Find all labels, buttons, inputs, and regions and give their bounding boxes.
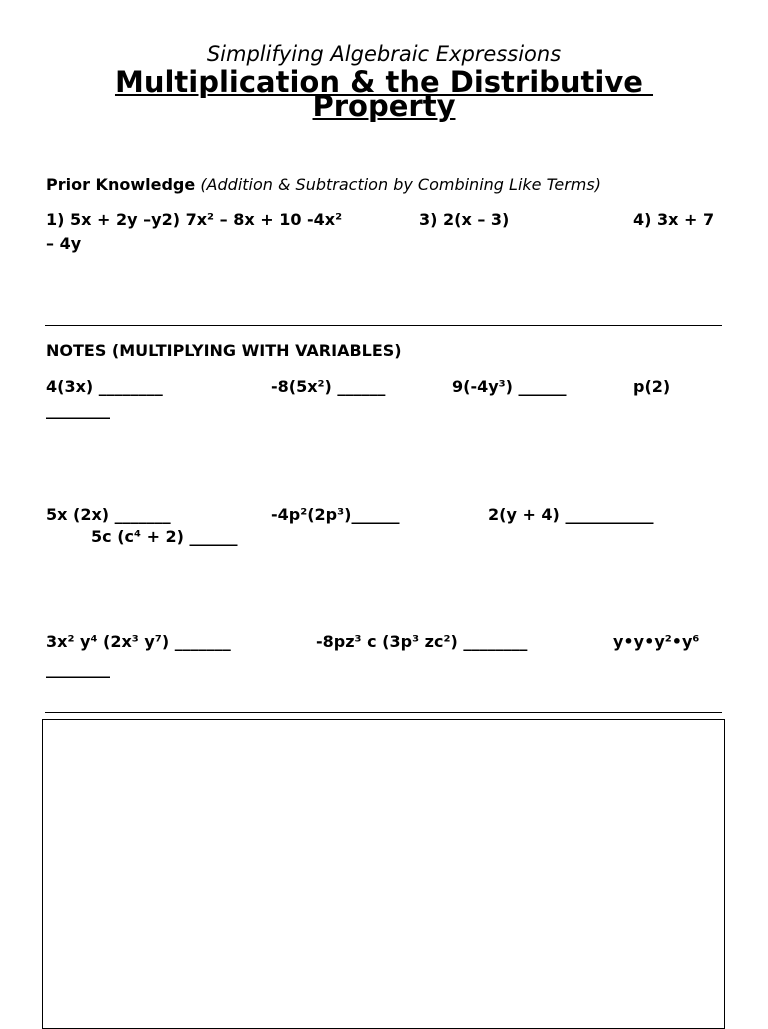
notes-problem: -4p²(2p³)______: [271, 505, 400, 524]
notes-problem: 9(-4y³) ______: [452, 377, 567, 396]
notes-answer-blank: ________: [46, 400, 110, 419]
prior-problem-4-continued: – 4y: [46, 234, 82, 253]
page-title: [0, 65, 768, 123]
prior-knowledge-heading: [46, 175, 601, 194]
notes-problem: 5x (2x) _______: [46, 505, 171, 524]
notes-problem: y•y•y²•y⁶: [613, 632, 700, 651]
notes-problem: -8(5x²) ______: [271, 377, 386, 396]
section-divider: [45, 712, 722, 713]
subtitle: Simplifying Algebraic Expressions: [206, 42, 562, 66]
title-line-1: Multiplication & the Distributive: [114, 65, 654, 99]
prior-problem-4: 4) 3x + 7: [633, 210, 715, 229]
notes-problem: 2(y + 4) ___________: [488, 505, 654, 524]
notes-problem: p(2): [633, 377, 671, 396]
prior-problem-3: 3) 2(x – 3): [419, 210, 510, 229]
section-divider: [45, 325, 722, 326]
notes-problem: 4(3x) ________: [46, 377, 163, 396]
notes-heading: NOTES (MULTIPLYING WITH VARIABLES): [46, 341, 402, 360]
title-line-2: Property: [312, 89, 456, 123]
prior-knowledge-label: Prior Knowledge: [46, 175, 196, 194]
notes-problem: -8pz³ c (3p³ zc²) ________: [316, 632, 528, 651]
prior-knowledge-note: (Addition & Subtraction by Combining Like Terms): [200, 175, 601, 194]
work-box: [42, 719, 725, 1029]
prior-problem-1-2: 1) 5x + 2y –y2) 7x² – 8x + 10 -4x²: [46, 210, 343, 229]
notes-problem: 3x² y⁴ (2x³ y⁷) _______: [46, 632, 231, 651]
notes-problem: 5c (c⁴ + 2) ______: [91, 527, 238, 546]
notes-answer-blank: ________: [46, 659, 110, 678]
